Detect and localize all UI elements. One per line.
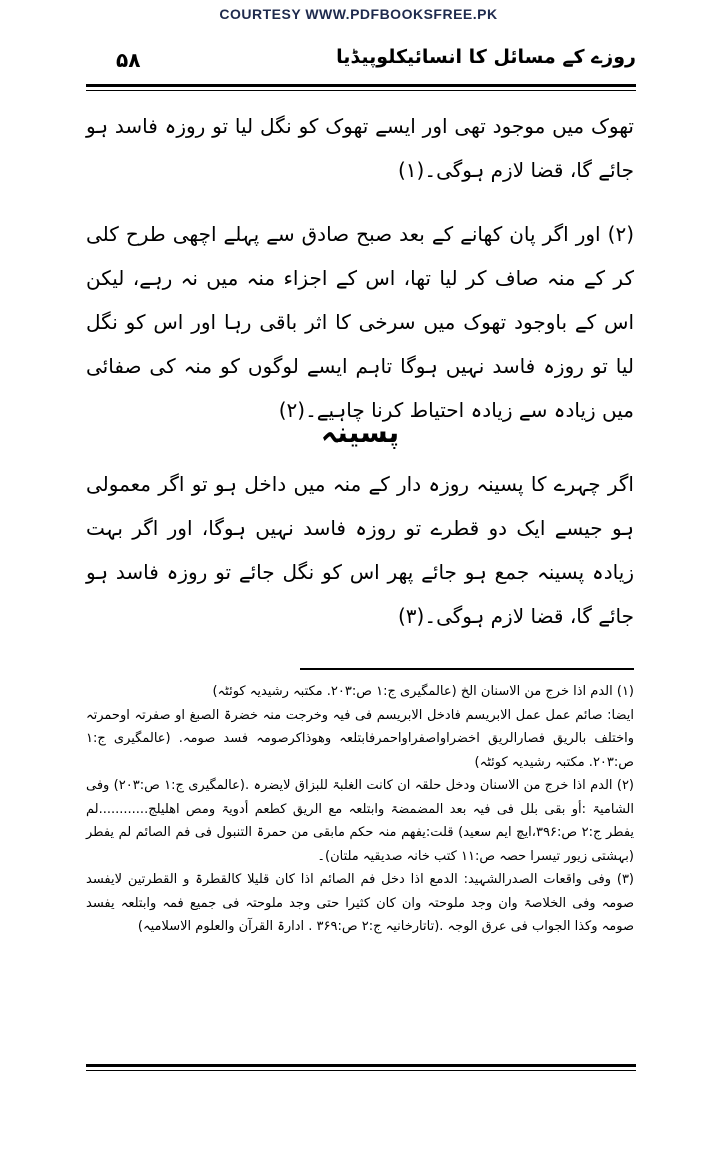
footnotes <box>86 680 634 939</box>
footnote-2: (۲) الدم اذا خرج من الاسنان ودخل حلقہ ان کانت الغلبۃ للبزاق لایضرہ .(عالمگیری ج:۱ ص:۲۰۳) وفی الشامیۃ :أو بقی بلل فی فیہ بعد المضمضۃ وابتلعہ مع الریق کطعم أدویۃ ومص اھلیلج............لم یفطر ج:۲ ص:۳۹۶،ایچ ایم سعید) قلت:یفھم منہ حکم مابقی من حمرۃ التنبول فی فم الصائم لم یفطر (بہشتی زیور تیسرا حصہ ص:۱۱ کتب خانہ صدیقیہ ملتان)۔ <box>86 778 635 864</box>
page-header <box>86 46 636 82</box>
courtesy-watermark: COURTESY WWW.PDFBOOKSFREE.PK <box>219 6 498 22</box>
page-number: ۵۸ <box>116 48 141 72</box>
section-paragraph: اگر چہرے کا پسینہ روزہ دار کے منہ میں داخل ہو تو اگر معمولی ہو جیسے ایک دو قطرے تو روزہ فاسد نہیں ہوگا، اور اگر بہت زیادہ پسینہ جمع ہو جائے پھر اس کو نگل جائے تو روزہ فاسد ہو جائے گا، قضا لازم ہوگی۔(۳) <box>86 472 634 628</box>
paragraph-1: تھوک میں موجود تھی اور ایسے تھوک کو نگل لیا تو روزہ فاسد ہو جائے گا، قضا لازم ہوگی۔(۱) <box>86 114 634 182</box>
header-rule <box>86 84 636 87</box>
book-title: روزے کے مسائل کا انسائیکلوپیڈیا <box>336 46 636 68</box>
footnote-separator <box>300 668 634 670</box>
bottom-rule-thin <box>86 1070 636 1071</box>
header-rule-thin <box>86 90 636 91</box>
bottom-rule <box>86 1064 636 1067</box>
paragraph-2: (۲) اور اگر پان کھانے کے بعد صبح صادق سے پہلے اچھی طرح کلی کر کے منہ صاف کر لیا تھا، اس کے اجزاء منہ میں نہ رہے، لیکن اس کے باوجود تھوک میں سرخی کا اثر باقی رہا اور اس کو نگل لیا تو روزہ فاسد نہیں ہوگا تاہم ایسے لوگوں کو منہ کی صفائی میں زیادہ سے زیادہ احتیاط کرنا چاہیے۔(۲) <box>86 222 634 422</box>
footnote-3: (۳) وفی واقعات الصدرالشہید: الدمع اذا دخل فم الصائم اذا کان قلیلا کالقطرۃ و القطرتین لایفسد صومہ وفی الخلاصۃ وان وجد ملوحتہ وان کان کثیرا حتی وجد ملوحتہ فی جمیع فمہ وابتلعہ یفسد صومہ وکذا الجواب فی عرق الوجہ .(تاتارخانیہ ج:۲ ص:۳۶۹ . ادارۃ القرآن والعلوم الاسلامیہ) <box>86 872 634 934</box>
section-heading: پسینہ <box>320 416 400 449</box>
footnote-1: (۱) الدم اذا خرج من الاسنان الخ (عالمگیری ج:۱ ص:۲۰۳. مکتبہ رشیدیہ کوئٹہ) <box>212 684 634 699</box>
footnote-1-continued: ایضا: صائم عمل عمل الابریسم فادخل الابریسم فی فیہ وخرجت منہ خضرۃ الصبغ او صفرتہ اوحمرتہ واختلف بالریق فصارالریق اخضراواصفراواحمرفابتلعہ وھوذاکرصومہ فسد صومہ. (عالمگیری ج:۱ ص:۲۰۳. مکتبہ رشیدیہ کوئٹہ) <box>86 707 634 770</box>
